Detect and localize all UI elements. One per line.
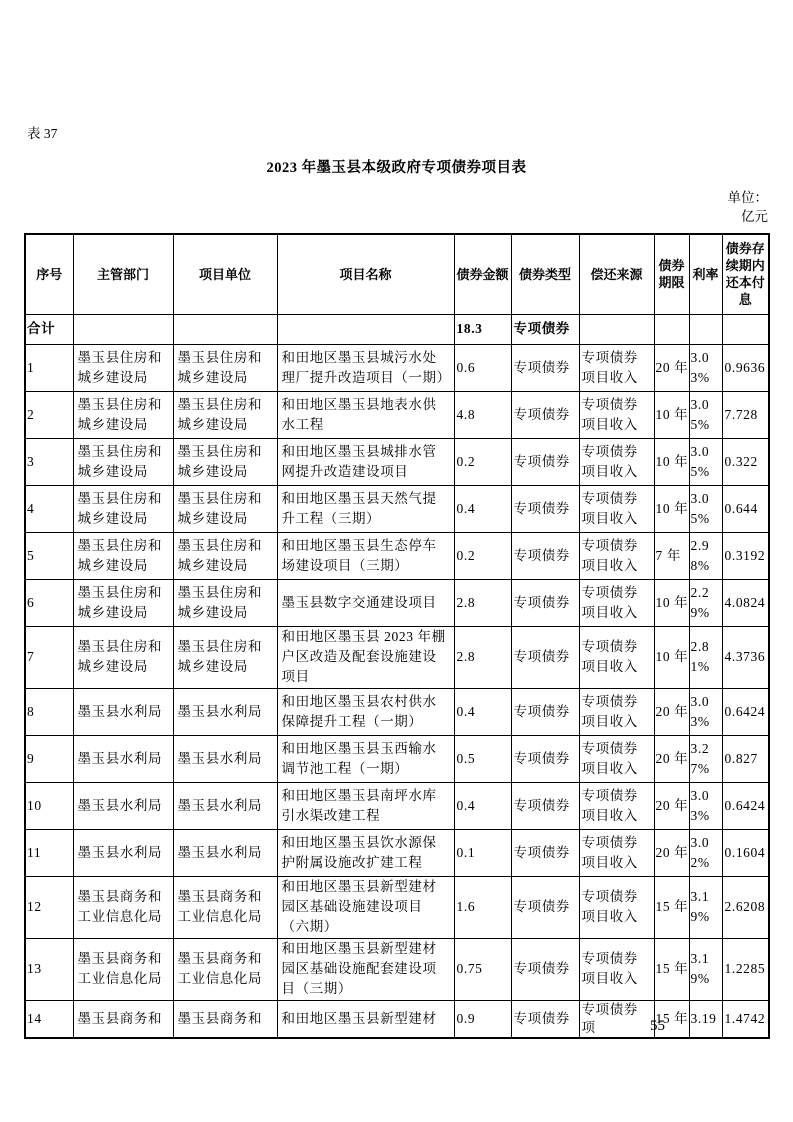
cell-dept: 墨玉县商务和工业信息化局	[73, 938, 173, 1000]
cell-source: 专项债券项目收入	[579, 391, 654, 438]
cell-type: 专项债券	[511, 938, 579, 1000]
cell-unit: 墨玉县商务和工业信息化局	[173, 938, 277, 1000]
cell-no: 10	[25, 782, 73, 829]
table-body	[25, 314, 769, 1038]
cell-no: 2	[25, 391, 73, 438]
cell-source: 专项债券项目收入	[579, 876, 654, 938]
table-row	[25, 485, 769, 532]
cell-term: 10 年	[654, 438, 689, 485]
cell-dept: 墨玉县住房和城乡建设局	[73, 485, 173, 532]
cell-project: 和田地区墨玉县 2023 年棚户区改造及配套设施建设项目	[277, 626, 454, 688]
cell-unit: 墨玉县水利局	[173, 735, 277, 782]
cell-unit: 墨玉县住房和城乡建设局	[173, 485, 277, 532]
cell-rate: 3.19%	[689, 938, 722, 1000]
cell-source: 专项债券项目收入	[579, 688, 654, 735]
cell-type: 专项债券	[511, 735, 579, 782]
table-row	[25, 938, 769, 1000]
cell-total-repay	[722, 314, 769, 344]
cell-amount: 2.8	[454, 579, 511, 626]
cell-unit: 墨玉县住房和城乡建设局	[173, 438, 277, 485]
table-row	[25, 782, 769, 829]
cell-term: 15 年	[654, 938, 689, 1000]
unit-note-line2: 亿元	[741, 209, 768, 224]
cell-unit: 墨玉县住房和城乡建设局	[173, 579, 277, 626]
cell-source: 专项债券项目收入	[579, 626, 654, 688]
cell-source: 专项债券项目收入	[579, 532, 654, 579]
cell-type: 专项债券	[511, 876, 579, 938]
cell-type: 专项债券	[511, 829, 579, 876]
cell-no: 11	[25, 829, 73, 876]
cell-no: 4	[25, 485, 73, 532]
cell-rate: 2.81%	[689, 626, 722, 688]
cell-source: 专项债券项目收入	[579, 829, 654, 876]
cell-rate: 3.03%	[689, 782, 722, 829]
cell-repay: 0.322	[722, 438, 769, 485]
cell-rate: 3.05%	[689, 485, 722, 532]
unit-note-line1: 单位：	[727, 190, 768, 205]
cell-term: 20 年	[654, 782, 689, 829]
cell-source: 专项债券项目收入	[579, 938, 654, 1000]
table-row	[25, 579, 769, 626]
column-header: 项目单位	[173, 234, 277, 314]
cell-repay: 0.6424	[722, 688, 769, 735]
cell-amount: 0.75	[454, 938, 511, 1000]
cell-amount: 1.6	[454, 876, 511, 938]
unit-note	[728, 188, 769, 226]
cell-type: 专项债券	[511, 391, 579, 438]
cell-dept: 墨玉县商务和工业信息化局	[73, 876, 173, 938]
cell-no: 6	[25, 579, 73, 626]
cell-repay: 1.4742	[722, 1000, 769, 1038]
cell-unit: 墨玉县水利局	[173, 688, 277, 735]
table-row	[25, 532, 769, 579]
cell-rate: 3.02%	[689, 829, 722, 876]
table-row	[25, 391, 769, 438]
cell-total-unit	[173, 314, 277, 344]
cell-dept: 墨玉县住房和城乡建设局	[73, 438, 173, 485]
cell-total-project	[277, 314, 454, 344]
cell-dept: 墨玉县住房和城乡建设局	[73, 626, 173, 688]
cell-total-rate	[689, 314, 722, 344]
cell-rate: 3.03%	[689, 688, 722, 735]
cell-repay: 0.9636	[722, 344, 769, 391]
cell-no: 14	[25, 1000, 73, 1038]
cell-term: 20 年	[654, 829, 689, 876]
cell-no: 3	[25, 438, 73, 485]
cell-no: 1	[25, 344, 73, 391]
cell-project: 和田地区墨玉县生态停车场建设项目（三期）	[277, 532, 454, 579]
cell-term: 7 年	[654, 532, 689, 579]
cell-project: 和田地区墨玉县玉西输水调节池工程（一期）	[277, 735, 454, 782]
table-row	[25, 626, 769, 688]
cell-term: 15 年	[654, 876, 689, 938]
cell-term: 10 年	[654, 485, 689, 532]
cell-dept: 墨玉县水利局	[73, 688, 173, 735]
column-header: 利率	[689, 234, 722, 314]
cell-amount: 0.2	[454, 532, 511, 579]
cell-unit: 墨玉县商务和	[173, 1000, 277, 1038]
cell-rate: 3.05%	[689, 438, 722, 485]
cell-type: 专项债券	[511, 579, 579, 626]
table-number-label: 表 37	[27, 126, 58, 141]
cell-source: 专项债券项目收入	[579, 485, 654, 532]
cell-repay: 4.0824	[722, 579, 769, 626]
cell-total-term	[654, 314, 689, 344]
cell-amount: 0.9	[454, 1000, 511, 1038]
cell-unit: 墨玉县住房和城乡建设局	[173, 344, 277, 391]
cell-unit: 墨玉县水利局	[173, 829, 277, 876]
cell-no: 8	[25, 688, 73, 735]
cell-dept: 墨玉县住房和城乡建设局	[73, 532, 173, 579]
table-row	[25, 688, 769, 735]
cell-rate: 3.19%	[689, 876, 722, 938]
cell-total-dept	[73, 314, 173, 344]
cell-repay: 0.644	[722, 485, 769, 532]
cell-amount: 4.8	[454, 391, 511, 438]
cell-project: 和田地区墨玉县饮水源保护附属设施改扩建工程	[277, 829, 454, 876]
cell-term: 10 年	[654, 626, 689, 688]
cell-total-label: 合计	[25, 314, 73, 344]
cell-type: 专项债券	[511, 485, 579, 532]
cell-repay: 7.728	[722, 391, 769, 438]
cell-repay: 0.827	[722, 735, 769, 782]
total-row	[25, 314, 769, 344]
column-header: 债券期限	[654, 234, 689, 314]
bond-projects-table	[24, 233, 770, 1039]
column-header: 项目名称	[277, 234, 454, 314]
cell-source: 专项债券项目收入	[579, 735, 654, 782]
cell-total-source	[579, 314, 654, 344]
cell-source: 专项债券项	[579, 1000, 654, 1038]
column-header: 主管部门	[73, 234, 173, 314]
cell-term: 20 年	[654, 688, 689, 735]
column-header: 偿还来源	[579, 234, 654, 314]
cell-source: 专项债券项目收入	[579, 438, 654, 485]
table-row	[25, 438, 769, 485]
table-row	[25, 829, 769, 876]
cell-no: 13	[25, 938, 73, 1000]
cell-no: 9	[25, 735, 73, 782]
cell-term: 10 年	[654, 391, 689, 438]
cell-amount: 0.4	[454, 782, 511, 829]
header-row	[25, 234, 769, 314]
cell-no: 5	[25, 532, 73, 579]
cell-project: 和田地区墨玉县新型建材园区基础设施建设项目（六期）	[277, 876, 454, 938]
column-header: 债券存续期内还本付息	[722, 234, 769, 314]
cell-unit: 墨玉县住房和城乡建设局	[173, 532, 277, 579]
cell-amount: 0.6	[454, 344, 511, 391]
cell-repay: 2.6208	[722, 876, 769, 938]
cell-dept: 墨玉县住房和城乡建设局	[73, 391, 173, 438]
cell-type: 专项债券	[511, 1000, 579, 1038]
cell-type: 专项债券	[511, 688, 579, 735]
cell-no: 7	[25, 626, 73, 688]
cell-source: 专项债券项目收入	[579, 344, 654, 391]
cell-rate: 2.29%	[689, 579, 722, 626]
cell-project: 和田地区墨玉县新型建材	[277, 1000, 454, 1038]
cell-project: 和田地区墨玉县农村供水保障提升工程（一期）	[277, 688, 454, 735]
cell-rate: 3.19	[689, 1000, 722, 1038]
cell-type: 专项债券	[511, 532, 579, 579]
cell-project: 和田地区墨玉县地表水供水工程	[277, 391, 454, 438]
cell-project: 墨玉县数字交通建设项目	[277, 579, 454, 626]
cell-total-amount: 18.3	[454, 314, 511, 344]
table-row	[25, 344, 769, 391]
cell-amount: 0.2	[454, 438, 511, 485]
cell-amount: 0.5	[454, 735, 511, 782]
page-number: 55	[650, 1018, 665, 1034]
cell-amount: 0.1	[454, 829, 511, 876]
cell-project: 和田地区墨玉县新型建材园区基础设施配套建设项目（三期）	[277, 938, 454, 1000]
cell-type: 专项债券	[511, 438, 579, 485]
cell-unit: 墨玉县水利局	[173, 782, 277, 829]
cell-term: 20 年	[654, 344, 689, 391]
cell-type: 专项债券	[511, 782, 579, 829]
cell-no: 12	[25, 876, 73, 938]
cell-source: 专项债券项目收入	[579, 782, 654, 829]
cell-rate: 3.27%	[689, 735, 722, 782]
cell-type: 专项债券	[511, 626, 579, 688]
cell-project: 和田地区墨玉县天然气提升工程（三期）	[277, 485, 454, 532]
cell-term: 15 年	[654, 1000, 689, 1038]
cell-repay: 4.3736	[722, 626, 769, 688]
table-row	[25, 735, 769, 782]
cell-dept: 墨玉县商务和	[73, 1000, 173, 1038]
cell-dept: 墨玉县住房和城乡建设局	[73, 579, 173, 626]
cell-type: 专项债券	[511, 344, 579, 391]
cell-unit: 墨玉县住房和城乡建设局	[173, 391, 277, 438]
cell-repay: 0.1604	[722, 829, 769, 876]
cell-dept: 墨玉县水利局	[73, 782, 173, 829]
cell-rate: 3.03%	[689, 344, 722, 391]
column-header: 序号	[25, 234, 73, 314]
cell-amount: 0.4	[454, 485, 511, 532]
column-header: 债券金额	[454, 234, 511, 314]
cell-project: 和田地区墨玉县城污水处理厂提升改造项目（一期）	[277, 344, 454, 391]
table-row	[25, 876, 769, 938]
column-header: 债券类型	[511, 234, 579, 314]
cell-rate: 2.98%	[689, 532, 722, 579]
cell-project: 和田地区墨玉县南坪水库引水渠改建工程	[277, 782, 454, 829]
cell-dept: 墨玉县住房和城乡建设局	[73, 344, 173, 391]
cell-project: 和田地区墨玉县城排水管网提升改造建设项目	[277, 438, 454, 485]
cell-term: 10 年	[654, 579, 689, 626]
cell-repay: 1.2285	[722, 938, 769, 1000]
cell-rate: 3.05%	[689, 391, 722, 438]
cell-dept: 墨玉县水利局	[73, 735, 173, 782]
cell-total-type: 专项债券	[511, 314, 579, 344]
cell-amount: 2.8	[454, 626, 511, 688]
cell-source: 专项债券项目收入	[579, 579, 654, 626]
table-head	[25, 234, 769, 314]
page-title: 2023 年墨玉县本级政府专项债券项目表	[266, 160, 527, 176]
cell-unit: 墨玉县住房和城乡建设局	[173, 626, 277, 688]
cell-amount: 0.4	[454, 688, 511, 735]
cell-repay: 0.6424	[722, 782, 769, 829]
cell-term: 20 年	[654, 735, 689, 782]
cell-unit: 墨玉县商务和工业信息化局	[173, 876, 277, 938]
cell-repay: 0.3192	[722, 532, 769, 579]
cell-dept: 墨玉县水利局	[73, 829, 173, 876]
